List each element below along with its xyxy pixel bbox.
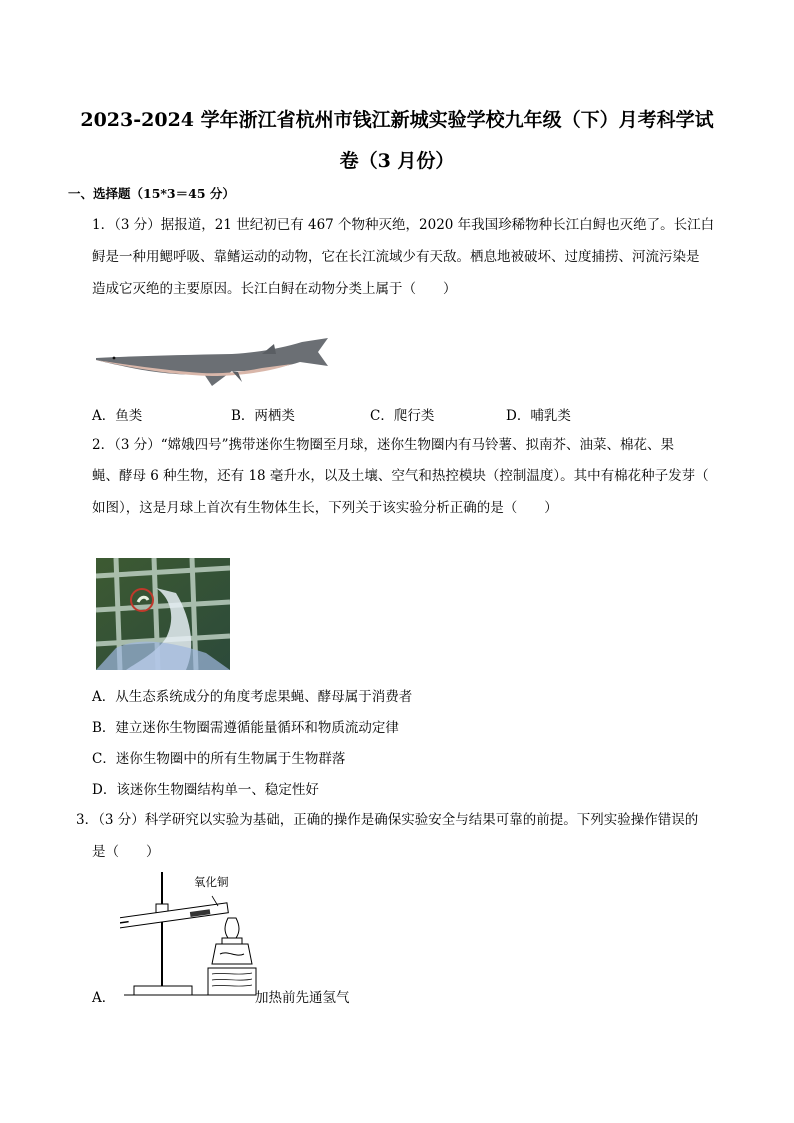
q1-option-b: B．两栖类 [231, 408, 295, 424]
q3-option-a-letter: A． [92, 990, 116, 1006]
q2-text-line-2: 蝇、酵母 6 种生物，还有 18 毫升水，以及土壤、空气和热控模块（控制温度）。其中有棉花种子发芽（ [92, 468, 709, 484]
q1-text-line-1: 1．（3 分）据报道，21 世纪初已有 467 个物种灭绝，2020 年我国珍稀物种长江白鲟也灭绝了。长江白 [92, 217, 715, 233]
hydrogen-reduction-apparatus [120, 868, 260, 1000]
q1-option-a: A．鱼类 [92, 408, 143, 424]
q1-text-line-2: 鲟是一种用鳃呼吸、靠鳍运动的动物，它在长江流域少有天敌。栖息地被破坏、过度捕捞、河流污染是 [92, 249, 700, 265]
q2-option-b: B．建立迷你生物圈需遵循能量循环和物质流动定律 [92, 720, 399, 736]
q3-copper-oxide-label: 氧化铜 [194, 875, 229, 889]
q2-option-c: C．迷你生物圈中的所有生物属于生物群落 [92, 751, 346, 767]
q3-text-line-2: 是（ ） [92, 844, 160, 860]
q3-option-a-caption: 加热前先通氢气 [255, 990, 350, 1006]
q3-text-line-1: 3．（3 分）科学研究以实验为基础，正确的操作是确保实验安全与结果可靠的前提。下列实验操作错误的 [76, 812, 699, 828]
q1-text-line-3: 造成它灭绝的主要原因。长江白鲟在动物分类上属于（ ） [92, 281, 457, 297]
q2-text-line-1: 2．（3 分）“嫦娥四号”携带迷你生物圈至月球，迷你生物圈内有马铃薯、拟南芥、油菜、棉花、果 [92, 437, 675, 453]
section-heading: 一、选择题（15*3＝45 分） [68, 186, 235, 201]
q2-option-d: D．该迷你生物圈结构单一、稳定性好 [92, 782, 319, 798]
cotton-sprout-photo [96, 558, 230, 670]
q1-option-c: C．爬行类 [370, 408, 435, 424]
q1-option-d: D．哺乳类 [506, 408, 571, 424]
q2-option-a: A．从生态系统成分的角度考虑果蝇、酵母属于消费者 [92, 689, 413, 705]
sturgeon-image [92, 338, 332, 390]
exam-title-line-2: 卷（3 月份） [339, 150, 455, 172]
q2-text-line-3: 如图），这是月球上首次有生物体生长，下列关于该实验分析正确的是（ ） [92, 500, 558, 516]
exam-title-line-1: 2023-2024 学年浙江省杭州市钱江新城实验学校九年级（下）月考科学试 [80, 109, 714, 131]
